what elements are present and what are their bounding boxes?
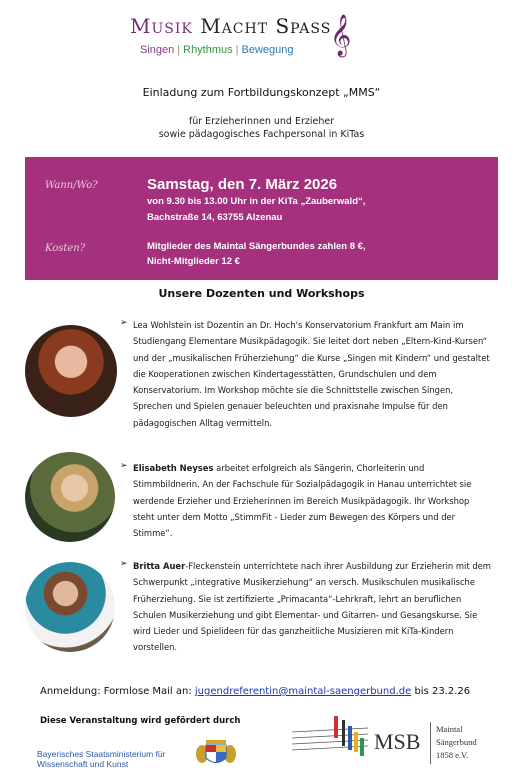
funding-text: Diese Veranstaltung wird gefördert durch xyxy=(40,716,241,726)
logo-sub-bewegung: Bewegung xyxy=(241,44,294,56)
logo-sub-rhythmus: Rhythmus xyxy=(183,44,233,56)
speaker-photo-2 xyxy=(25,452,115,542)
logo-title xyxy=(130,14,331,38)
logo-word-spass: Spass xyxy=(275,14,332,38)
bavarian-crest-icon xyxy=(194,736,238,768)
speaker-bio-1 xyxy=(133,317,493,431)
treble-clef-icon: 𝄞 xyxy=(330,15,352,56)
msb-name-line-1: Maintal xyxy=(436,724,463,734)
msb-divider xyxy=(430,722,431,764)
logo-word-macht: Macht xyxy=(200,14,276,38)
bullet-arrow-icon: ➢ xyxy=(120,318,128,328)
event-date: Samstag, den 7. März 2026 xyxy=(147,176,338,193)
logo-sub-singen: Singen xyxy=(140,44,175,56)
registration-deadline: bis 23.2.26 xyxy=(411,686,471,697)
invitation-title: Einladung zum Fortbildungskonzept „MMS“ xyxy=(142,86,381,99)
speaker-name-1: Lea Wohlstein xyxy=(133,320,192,330)
speaker-photo-3 xyxy=(25,562,115,652)
registration-email-link[interactable]: jugendreferentin@maintal-saengerbund.de xyxy=(194,686,412,697)
bullet-arrow-icon: ➢ xyxy=(120,461,128,471)
event-time-place: von 9.30 bis 13.00 Uhr in der KiTa „Zauberwald“, xyxy=(147,196,366,207)
when-label: Wann/Wo? xyxy=(45,180,98,191)
msb-name-line-3: 1858 e.V. xyxy=(436,750,469,760)
bullet-arrow-icon: ➢ xyxy=(120,559,128,569)
speaker-bio-2 xyxy=(133,460,493,541)
cost-label: Kosten? xyxy=(45,243,86,254)
cost-nonmembers: Nicht-Mitglieder 12 € xyxy=(147,256,240,267)
logo-subtitle: Singen | Rhythmus | Bewegung xyxy=(140,44,294,56)
audience-line-2: sowie pädagogisches Fachpersonal in KiTas xyxy=(158,129,365,140)
speaker-bio-3 xyxy=(133,558,493,656)
speaker-text-2: arbeitet erfolgreich als Sängerin, Chorleiterin und Stimmbildnerin. An der Fachschule für Sozialpädagogik in Hanau unterrichtet sie werdende Erzieher und Erzieherinnen im Bereich Musikpädagogik. Ihr Workshop steht unter dem Motto „StimmFit - Lieder zum Bewegen des Körpers und der Stimme“. xyxy=(133,463,472,539)
speaker-name-3: Britta Auer xyxy=(133,561,186,571)
event-address: Bachstraße 14, 63755 Alzenau xyxy=(147,212,283,223)
speaker-text-1: ist Dozentin an Dr. Hoch's Konservatorium Frankfurt am Main im Studiengang Elementare Musikpädagogik. Sie leitet dort neben „Eltern-Kind-Kursen“ und der „musikalischen Früherziehung“ die Kurse „Singen mit Kindern“ und gestaltet die Kooperationen zwischen Kindertagesstätten, Grundschulen und dem Konservatorium. Im Workshop möchte sie die Schnittstelle zwischen Singen, Sprechen und Spielen genauer beleuchten und praxisnahe Impulse für den pädagogischen Alltag vermitteln. xyxy=(133,320,490,428)
section-title: Unsere Dozenten und Workshops xyxy=(158,287,365,300)
speaker-photo-1 xyxy=(25,325,117,417)
registration-line xyxy=(40,686,470,697)
audience-line-1: für Erzieherinnen und Erzieher xyxy=(188,116,335,127)
cost-members: Mitglieder des Maintal Sängerbundes zahlen 8 €, xyxy=(147,241,366,252)
speaker-name-2: Elisabeth Neyses xyxy=(133,463,214,473)
speaker-text-3: -Fleckenstein unterrichtete nach ihrer Ausbildung zur Erzieherin mit dem Schwerpunkt „integrative Musikerziehung“ an versch. Musikschulen musikalische Früherziehung. Sie ist zertifizierte „Primacanta“-Lehrkraft, lehrt an beruflichen Schulen Musikerziehung und gibt Elementar- und Gitarren- und Gesangskurse. Sie wird Lieder und Spielideen für das ganzheitliche Musizieren mit KiTa-Kindern vorstellen. xyxy=(133,561,491,653)
ministry-name-line-2: Wissenschaft und Kunst xyxy=(37,759,129,769)
ministry-name-line-1: Bayerisches Staatsministerium für xyxy=(37,749,166,759)
msb-name-line-2: Sängerbund xyxy=(436,737,477,747)
registration-prefix: Anmeldung: Formlose Mail an: xyxy=(40,686,195,697)
logo-word-musik: Musik xyxy=(130,14,201,38)
msb-logo-art xyxy=(290,712,370,764)
msb-abbreviation: MSB xyxy=(374,729,421,754)
